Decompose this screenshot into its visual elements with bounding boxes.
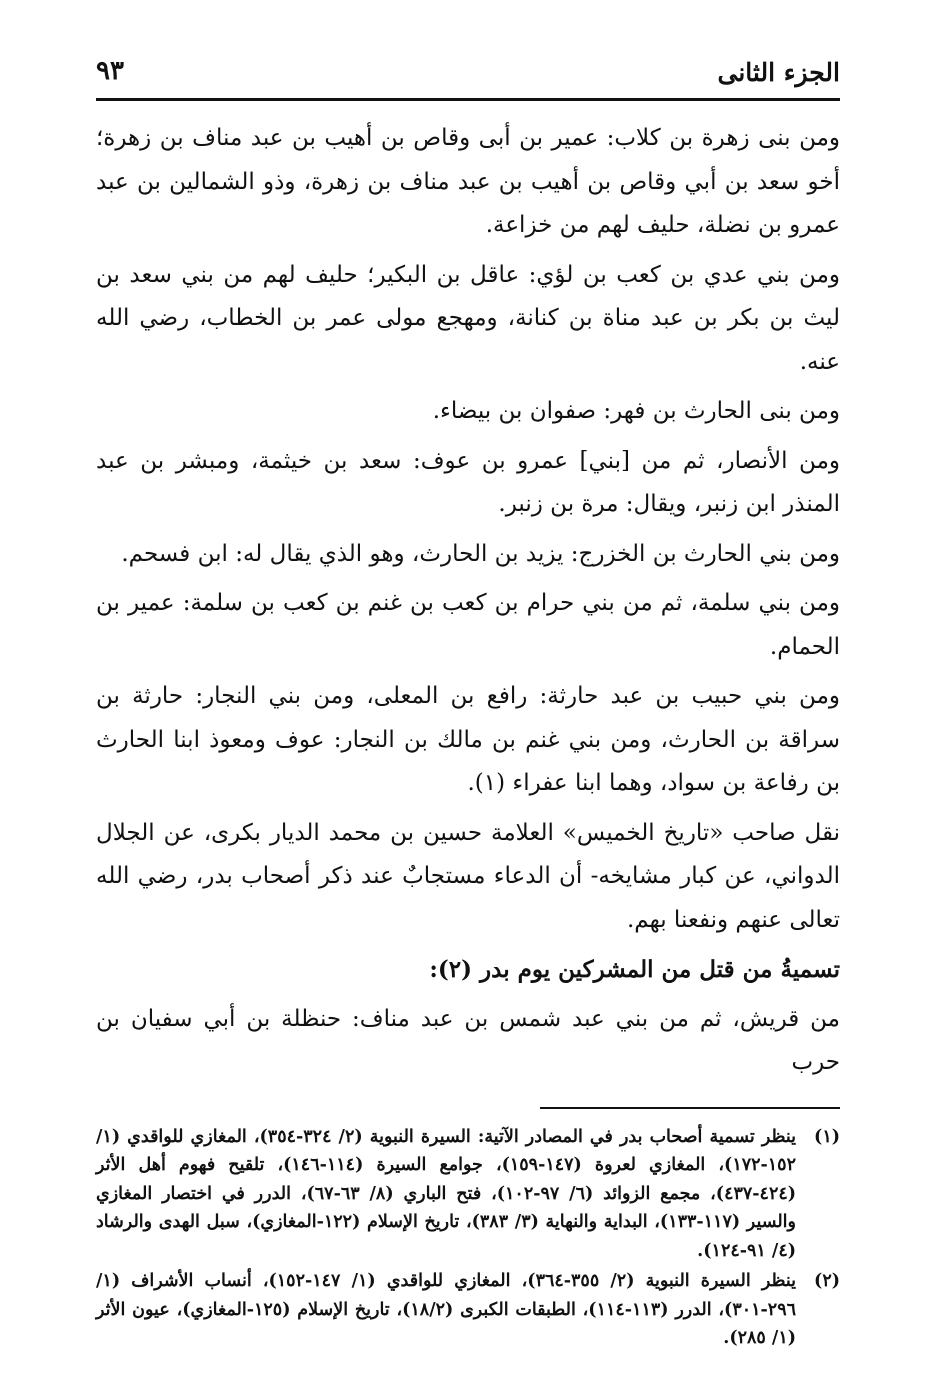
footnote xyxy=(96,1123,840,1266)
paragraph-bani-salama: ومن بني سلمة، ثم من بني حرام بن كعب بن غنم بن كعب بن سلمة: عمير بن الحمام. xyxy=(96,590,840,660)
running-title: الجزء الثانى xyxy=(717,58,840,87)
footnote-text: ينظر تسمية أصحاب بدر في المصادر الآتية: السيرة النبوية (٢/ ٣٢٤-٣٥٤)، المغازي للواقدي (١/ ١٥٢-١٧٢)، المغازي لعروة (١٤٧-١٥٩)، جوامع السيرة (١١٤-١٤٦)، تلقيح فهوم أهل الأثر (٤٢٤-٤٣٧)، مجمع الزوائد (٦/ ٩٧-١٠٢)، فتح الباري (٨/ ٦٣-٦٧)، الدرر في اختصار المغازي والسير (١١٧-١٣٣)، البداية والنهاية (٣/ ٣٨٣)، تاريخ الإسلام (١٢٢-المغازي)، سبل الهدى والرشاد (٤/ ٩١-١٢٤). xyxy=(96,1126,797,1261)
paragraph-quraysh: من قريش، ثم من بني عبد شمس بن عبد مناف: حنظلة بن أبي سفيان بن حرب xyxy=(96,1005,840,1075)
paragraph-bani-habib: ومن بني حبيب بن عبد حارثة: رافع بن المعلى، ومن بني النجار: حارثة بن سراقة بن الحارث، ومن بني غنم بن مالك بن النجار: عوف ومعوذ ابنا الحارث بن رفاعة بن سواد، وهما ابنا عفراء (١). xyxy=(96,683,840,796)
footnote-number: (٢) xyxy=(814,1271,840,1291)
paragraph-bani-zuhra: ومن بنى زهرة بن كلاب: عمير بن أبى وقاص بن أهيب بن عبد مناف بن زهرة؛ أخو سعد بن أبي وقاص بن أهيب بن عبد مناف بن زهرة، وذو الشمالين بن عبد عمرو بن نضلة، حليف لهم من خزاعة. xyxy=(96,125,840,238)
section-heading: تسميةُ من قتل من المشركين يوم بدر (٢): xyxy=(429,956,840,983)
main-text xyxy=(96,117,840,1085)
running-header xyxy=(96,52,840,98)
book-page xyxy=(96,52,840,1355)
paragraph-tarikh-khamis: نقل صاحب «تاريخ الخميس» العلامة حسين بن محمد الديار بكرى، عن الجلال الدواني، عن كبار مشايخه- أن الدعاء مستجابٌ عند ذكر أصحاب بدر، رضي الله تعالى عنهم ونفعنا بهم. xyxy=(96,819,840,933)
page-number: ٩٣ xyxy=(96,56,124,86)
paragraph-ansar: ومن الأنصار، ثم من [بني] عمرو بن عوف: سعد بن خيثمة، ومبشر بن عبد المنذر ابن زنبر، ويقال: مرة بن زنبر. xyxy=(96,447,840,517)
footnote-divider xyxy=(540,1107,840,1109)
footnote-text: ينظر السيرة النبوية (٢/ ٣٥٥-٣٦٤)، المغازي للواقدي (١/ ١٤٧-١٥٢)، أنساب الأشراف (١/ ٢٩٦-٣٠١)، الدرر (١١٣-١١٤)، الطبقات الكبرى (١٨/٢)، تاريخ الإسلام (١٢٥-المغازي)، عيون الأثر (١/ ٢٨٥). xyxy=(96,1271,797,1348)
footnote xyxy=(96,1267,840,1353)
paragraph-bani-harith-khazraj: ومن بني الحارث بن الخزرج: يزيد بن الحارث، وهو الذي يقال له: ابن فسحم. xyxy=(121,540,840,567)
header-rule xyxy=(96,98,840,101)
paragraph-bani-harith-fihr: ومن بنى الحارث بن فهر: صفوان بن بيضاء. xyxy=(432,398,840,424)
paragraph-bani-adi: ومن بني عدي بن كعب بن لؤي: عاقل بن البكير؛ حليف لهم من بني سعد بن ليث بن بكر بن عبد مناة بن كنانة، ومهجع مولى عمر بن الخطاب، رضي الله عنه. xyxy=(96,261,840,375)
footnotes xyxy=(96,1123,840,1353)
footnote-number: (١) xyxy=(814,1126,840,1147)
